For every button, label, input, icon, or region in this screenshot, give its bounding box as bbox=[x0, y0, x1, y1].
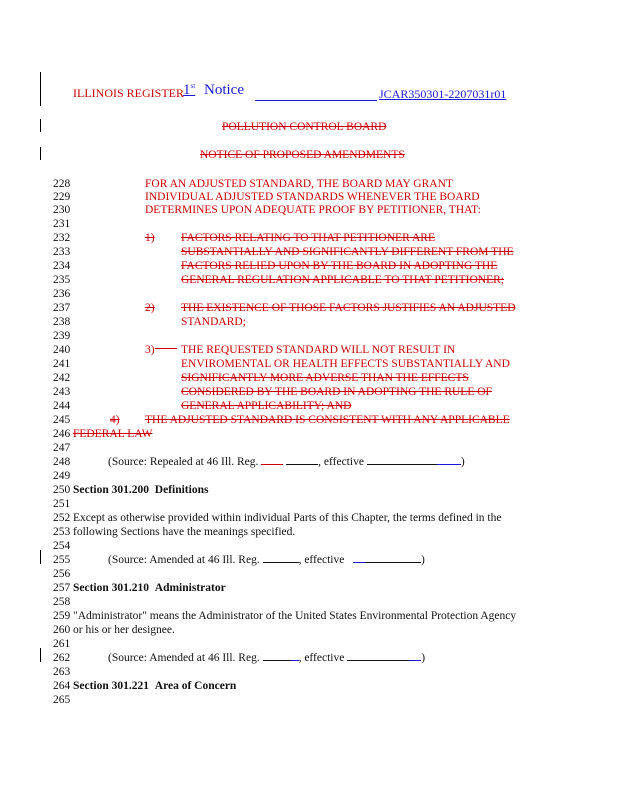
line-number: 244 bbox=[53, 400, 71, 412]
text-line: THE ADJUSTED STANDARD IS CONSISTENT WITH ANY APPLICABLE bbox=[145, 414, 510, 426]
source-note: (Source: Amended at 46 Ill. Reg. , effective ) bbox=[108, 554, 425, 566]
text-line: GENERAL APPLICABILITY; AND bbox=[181, 400, 352, 412]
text-line: Except as otherwise provided within individual Parts of this Chapter, the terms defined in the bbox=[73, 512, 502, 524]
text-line: INDIVIDUAL ADJUSTED STANDARDS WHENEVER THE BOARD bbox=[145, 191, 480, 203]
section-heading: Section 301.200 Definitions bbox=[73, 484, 209, 496]
line-number: 237 bbox=[53, 302, 71, 314]
line-number: 247 bbox=[53, 442, 71, 454]
change-bar bbox=[40, 119, 41, 132]
line-number: 261 bbox=[53, 638, 71, 650]
text-line: FACTORS RELATING TO THAT PETITIONER ARE bbox=[181, 232, 435, 244]
text-line: or his or her designee. bbox=[73, 624, 175, 636]
text-line: STANDARD; bbox=[181, 316, 246, 328]
text-line: DETERMINES UPON ADEQUATE PROOF BY PETITIONER, THAT: bbox=[145, 204, 481, 216]
text-line: THE REQUESTED STANDARD WILL NOT RESULT IN bbox=[181, 344, 456, 356]
list-marker: 1) bbox=[145, 232, 155, 244]
line-number: 262 bbox=[53, 652, 71, 664]
line-number: 245 bbox=[53, 414, 71, 426]
line-number: 230 bbox=[53, 204, 71, 216]
section-heading: Section 301.221 Area of Concern bbox=[73, 680, 237, 692]
source-note: (Source: Repealed at 46 Ill. Reg. , effective ) bbox=[108, 456, 465, 468]
text-line: THE EXISTENCE OF THOSE FACTORS JUSTIFIES AN ADJUSTED bbox=[181, 302, 516, 314]
text-line: following Sections have the meanings specified. bbox=[73, 526, 296, 538]
line-number: 255 bbox=[53, 554, 71, 566]
text-line: SIGNIFICANTLY MORE ADVERSE THAN THE EFFECTS bbox=[181, 372, 469, 384]
line-number: 238 bbox=[53, 316, 71, 328]
line-number: 235 bbox=[53, 274, 71, 286]
notice-title: NOTICE OF PROPOSED AMENDMENTS bbox=[200, 149, 405, 161]
line-number: 259 bbox=[53, 610, 71, 622]
line-number: 243 bbox=[53, 386, 71, 398]
text-line: FEDERAL LAW bbox=[73, 428, 153, 440]
text-line: ENVIROMENTAL OR HEALTH EFFECTS SUBSTANTIALLY AND bbox=[181, 358, 510, 370]
section-heading: Section 301.210 Administrator bbox=[73, 582, 226, 594]
line-number: 260 bbox=[53, 624, 71, 636]
text-line: CONSIDERED BY THE BOARD IN ADOPTING THE RULE OF bbox=[181, 386, 492, 398]
line-number: 246 bbox=[53, 428, 71, 440]
register-header: ILLINOIS REGISTER bbox=[73, 86, 184, 100]
header-rule bbox=[255, 100, 377, 101]
change-bar bbox=[40, 648, 41, 662]
line-number: 251 bbox=[53, 498, 71, 510]
change-bar bbox=[40, 147, 41, 160]
line-number: 250 bbox=[53, 484, 71, 496]
line-number: 253 bbox=[53, 526, 71, 538]
line-number: 265 bbox=[53, 694, 71, 706]
list-marker: 4) bbox=[110, 414, 120, 426]
line-number: 249 bbox=[53, 470, 71, 482]
line-number: 258 bbox=[53, 596, 71, 608]
page-number: 1st bbox=[183, 82, 196, 98]
text-line: FACTORS RELIED UPON BY THE BOARD IN ADOPTING THE bbox=[181, 260, 498, 272]
line-number: 229 bbox=[53, 191, 71, 203]
line-number: 254 bbox=[53, 540, 71, 552]
notice-label: Notice bbox=[204, 82, 244, 98]
line-number: 248 bbox=[53, 456, 71, 468]
text-line: FOR AN ADJUSTED STANDARD, THE BOARD MAY GRANT bbox=[145, 178, 453, 190]
line-number: 263 bbox=[53, 666, 71, 678]
line-number: 236 bbox=[53, 288, 71, 300]
change-bar bbox=[40, 550, 41, 564]
line-number: 252 bbox=[53, 512, 71, 524]
line-number: 228 bbox=[53, 178, 71, 190]
line-number: 241 bbox=[53, 358, 71, 370]
line-number: 242 bbox=[53, 372, 71, 384]
line-number: 240 bbox=[53, 344, 71, 356]
line-number: 232 bbox=[53, 232, 71, 244]
line-number: 257 bbox=[53, 582, 71, 594]
text-line: GENERAL REGULATION APPLICABLE TO THAT PETITIONER; bbox=[181, 274, 504, 286]
document-id: JCAR350301-2207031r01 bbox=[379, 87, 507, 101]
list-marker: 2) bbox=[145, 302, 155, 314]
list-marker: 3) bbox=[145, 344, 179, 357]
text-line: SUBSTANTIALLY AND SIGNIFICANTLY DIFFERENT FROM THE bbox=[181, 246, 514, 258]
line-number: 234 bbox=[53, 260, 71, 272]
change-bar bbox=[40, 72, 41, 106]
line-number: 231 bbox=[53, 218, 71, 230]
line-number: 264 bbox=[53, 680, 71, 692]
text-line: "Administrator" means the Administrator of the United States Environmental Protection Agency bbox=[73, 610, 517, 622]
source-note: (Source: Amended at 46 Ill. Reg. , effective ) bbox=[108, 652, 426, 664]
line-number: 233 bbox=[53, 246, 71, 258]
line-number: 256 bbox=[53, 568, 71, 580]
line-number: 239 bbox=[53, 330, 71, 342]
board-title: POLLUTION CONTROL BOARD bbox=[222, 121, 387, 133]
